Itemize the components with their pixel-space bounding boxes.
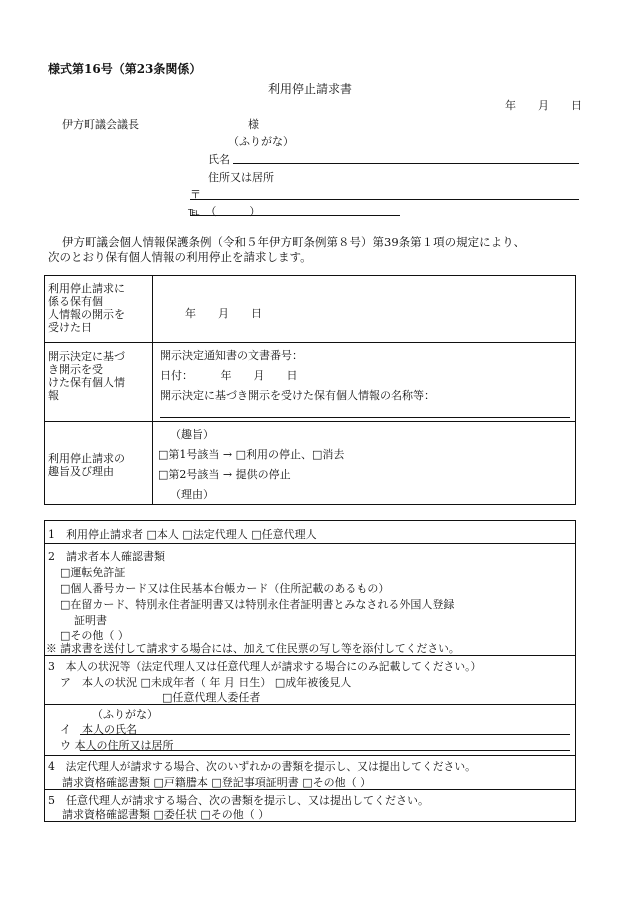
label-line: 人情報の開示を — [48, 308, 125, 321]
id-doc-option[interactable]: □在留カード、特別永住者証明書又は特別永住者証明書とみなされる外国人登録 — [60, 598, 455, 611]
intro-line-1: 伊方町議会個人情報保護条例（令和５年伊方町条例第８号）第39条第１項の規定により、 — [62, 235, 526, 249]
name-label: 氏名 — [208, 153, 230, 166]
address-field[interactable] — [190, 199, 579, 200]
disclosure-date-value[interactable]: 年 月 日 — [185, 307, 262, 320]
section-border — [44, 543, 576, 544]
principal-address-field[interactable] — [80, 750, 570, 751]
principal-status-title: 3 本人の状況等（法定代理人又は任意代理人が請求する場合にのみ記載してください。） — [48, 660, 482, 673]
label-line: 開示決定に基づ — [48, 350, 125, 363]
intro-line-2: 次のとおり保有個人情報の利用停止を請求します。 — [48, 250, 312, 264]
name-field[interactable] — [233, 163, 579, 164]
date-field: 年 月 日 — [505, 99, 582, 112]
purpose-heading: （趣旨） — [170, 428, 214, 441]
id-doc-option-continued: 証明書 — [74, 614, 107, 627]
principal-status-option[interactable]: □任意代理人委任者 — [162, 691, 261, 704]
honorific: 様 — [248, 118, 259, 131]
address-label: 住所又は居所 — [208, 171, 274, 184]
legal-agent-title: 4 法定代理人が請求する場合、次のいずれかの書類を提示し、又は提出してください。 — [48, 760, 476, 773]
tel-label: ℡ （ ） — [188, 205, 261, 218]
postal-mark: 〒 — [190, 188, 201, 201]
section-border — [44, 755, 576, 756]
principal-address-label: ウ 本人の住所又は居所 — [60, 739, 174, 752]
requester-type-row[interactable]: 1 利用停止請求者 □本人 □法定代理人 □任意代理人 — [48, 528, 317, 541]
label-line: 報 — [48, 389, 59, 402]
principal-name-field[interactable] — [80, 734, 570, 735]
label-line: 係る保有個 — [48, 295, 103, 308]
id-doc-option[interactable]: □運転免許証 — [60, 566, 126, 579]
disclosure-date-label — [48, 282, 148, 334]
principal-status-row[interactable]: ア 本人の状況 □未成年者（ 年 月 日生） □成年被後見人 — [60, 676, 352, 689]
table-row-border — [44, 421, 576, 422]
label-line: 趣旨及び理由 — [48, 465, 114, 478]
table-divider — [152, 275, 153, 505]
label-line: 受けた日 — [48, 321, 92, 334]
section-border — [44, 704, 576, 705]
label-line: けた保有個人情 — [48, 376, 125, 389]
legal-agent-docs[interactable]: 請求資格確認書類 □戸籍謄本 □登記事項証明書 □その他（ ） — [62, 776, 372, 789]
label-line: 利用停止請求の — [48, 452, 125, 465]
disclosed-info-label — [48, 350, 148, 402]
purpose-reason-label — [48, 452, 148, 478]
reason-heading: （理由） — [170, 488, 214, 501]
clause1-option[interactable]: □第1号該当 → □利用の停止、□消去 — [158, 448, 345, 461]
info-name-field[interactable]: 開示決定に基づき開示を受けた保有個人情報の名称等： — [160, 389, 435, 402]
id-doc-option[interactable]: □その他（ ） — [60, 629, 129, 642]
notice-date-field[interactable]: 日付： 年 月 日 — [160, 369, 298, 382]
id-doc-option[interactable]: □個人番号カード又は住民基本台帳カード（住所記載のあるもの） — [60, 582, 390, 595]
label-line: 利用停止請求に — [48, 282, 125, 295]
id-docs-title: 2 請求者本人確認書類 — [48, 550, 165, 563]
info-name-underline — [160, 417, 570, 418]
principal-furigana: （ふりがな） — [92, 708, 158, 721]
addressee: 伊方町議会議長 — [62, 118, 139, 131]
clause2-option[interactable]: □第2号該当 → 提供の停止 — [158, 468, 291, 481]
principal-name-label: イ 本人の氏名 — [60, 723, 137, 736]
voluntary-agent-title: 5 任意代理人が請求する場合、次の書類を提示し、又は提出してください。 — [48, 794, 429, 807]
form-number: 様式第16号（第23条関係） — [48, 62, 202, 76]
voluntary-agent-docs[interactable]: 請求資格確認書類 □委任状 □その他（ ） — [62, 808, 270, 821]
label-line: き開示を受 — [48, 363, 103, 376]
mailing-note: ※ 請求書を送付して請求する場合には、加えて住民票の写し等を添付してください。 — [46, 642, 460, 655]
furigana-label: （ふりがな） — [228, 135, 294, 148]
document-number-field[interactable]: 開示決定通知書の文書番号： — [160, 349, 303, 362]
page-title: 利用停止請求書 — [268, 82, 353, 96]
tel-field[interactable] — [190, 215, 400, 216]
table-row-border — [44, 342, 576, 343]
